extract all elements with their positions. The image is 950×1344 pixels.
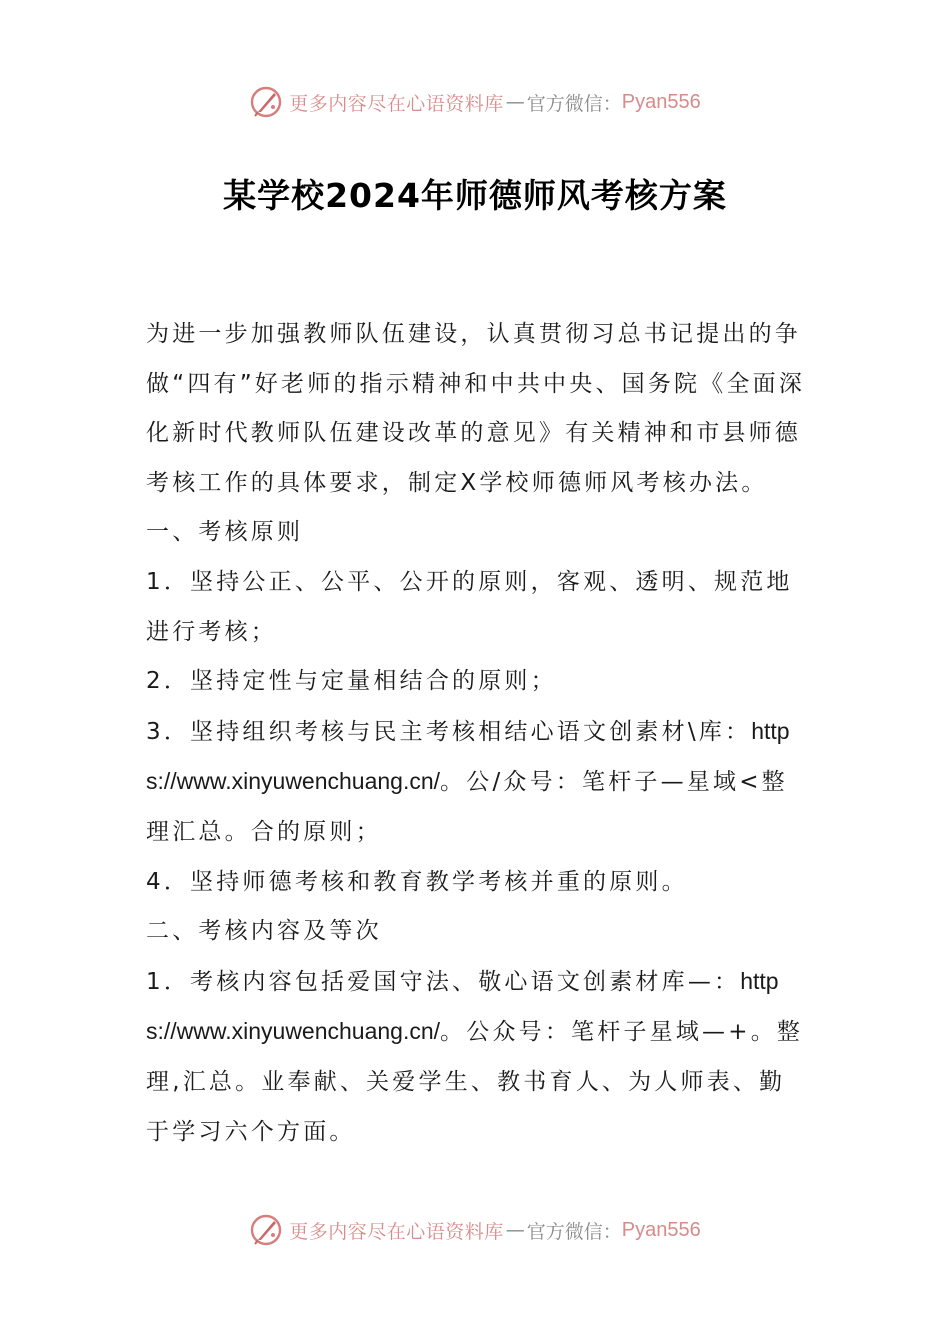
section-heading-content: 二、考核内容及等次 — [146, 918, 382, 945]
principle-item-3-rest: 。公/众号：笔杆子—星域<整理汇总。合的原则； — [146, 769, 788, 845]
banner-title: 更多内容尽在心语资料库 — [289, 1220, 504, 1243]
quill-logo-icon — [249, 85, 283, 119]
banner-separator: — — [505, 91, 525, 113]
principle-item-2: 2．坚持定性与定量相结合的原则； — [146, 668, 557, 695]
banner-wechat-id: Pyan556 — [621, 1218, 701, 1241]
banner-title: 更多内容尽在心语资料库 — [289, 92, 504, 115]
intro-paragraph: 为进一步加强教师队伍建设，认真贯彻习总书记提出的争做“四有”好老师的指示精神和中共中央、国务院《全面深化新时代教师队伍建设改革的意见》有关精神和市县师德考核工作的具体要求，制定X学校师德师风考核办法。 — [146, 321, 806, 496]
content-item-1-text: 1．考核内容包括爱国守法、敬心语文创素材库—： — [146, 968, 741, 995]
banner-wechat-id: Pyan556 — [621, 90, 701, 113]
section-heading-principles: 一、考核原则 — [146, 519, 304, 546]
principle-item-1: 1．坚持公正、公平、公开的原则，客观、透明、规范地进行考核； — [146, 568, 793, 645]
principle-item-3 — [146, 707, 806, 858]
document-body — [146, 310, 806, 1157]
content-item-1-rest: 。公众号：笔杆子星域—+。整理,汇总。业奉献、关爱学生、教书育人、为人师表、勤于学习六个方面。 — [146, 1019, 804, 1145]
header-banner — [0, 82, 950, 122]
banner-label: 官方微信： — [526, 92, 622, 115]
quill-logo-icon — [249, 1213, 283, 1247]
banner-label: 官方微信： — [526, 1220, 622, 1243]
banner-separator: — — [505, 1219, 525, 1241]
content-item-1-url[interactable]: https://www.xinyuwenchuang.cn/ — [146, 967, 779, 1045]
principle-item-4: 4．坚持师德考核和教育教学考核并重的原则。 — [146, 868, 688, 895]
document-title: 某学校2024年师德师风考核方案 — [223, 176, 727, 215]
footer-banner — [0, 1210, 950, 1250]
principle-item-3-url[interactable]: https://www.xinyuwenchuang.cn/ — [146, 717, 790, 795]
principle-item-3-text: 3．坚持组织考核与民主考核相结心语文创素材\库： — [146, 718, 752, 745]
content-item-1 — [146, 957, 806, 1157]
